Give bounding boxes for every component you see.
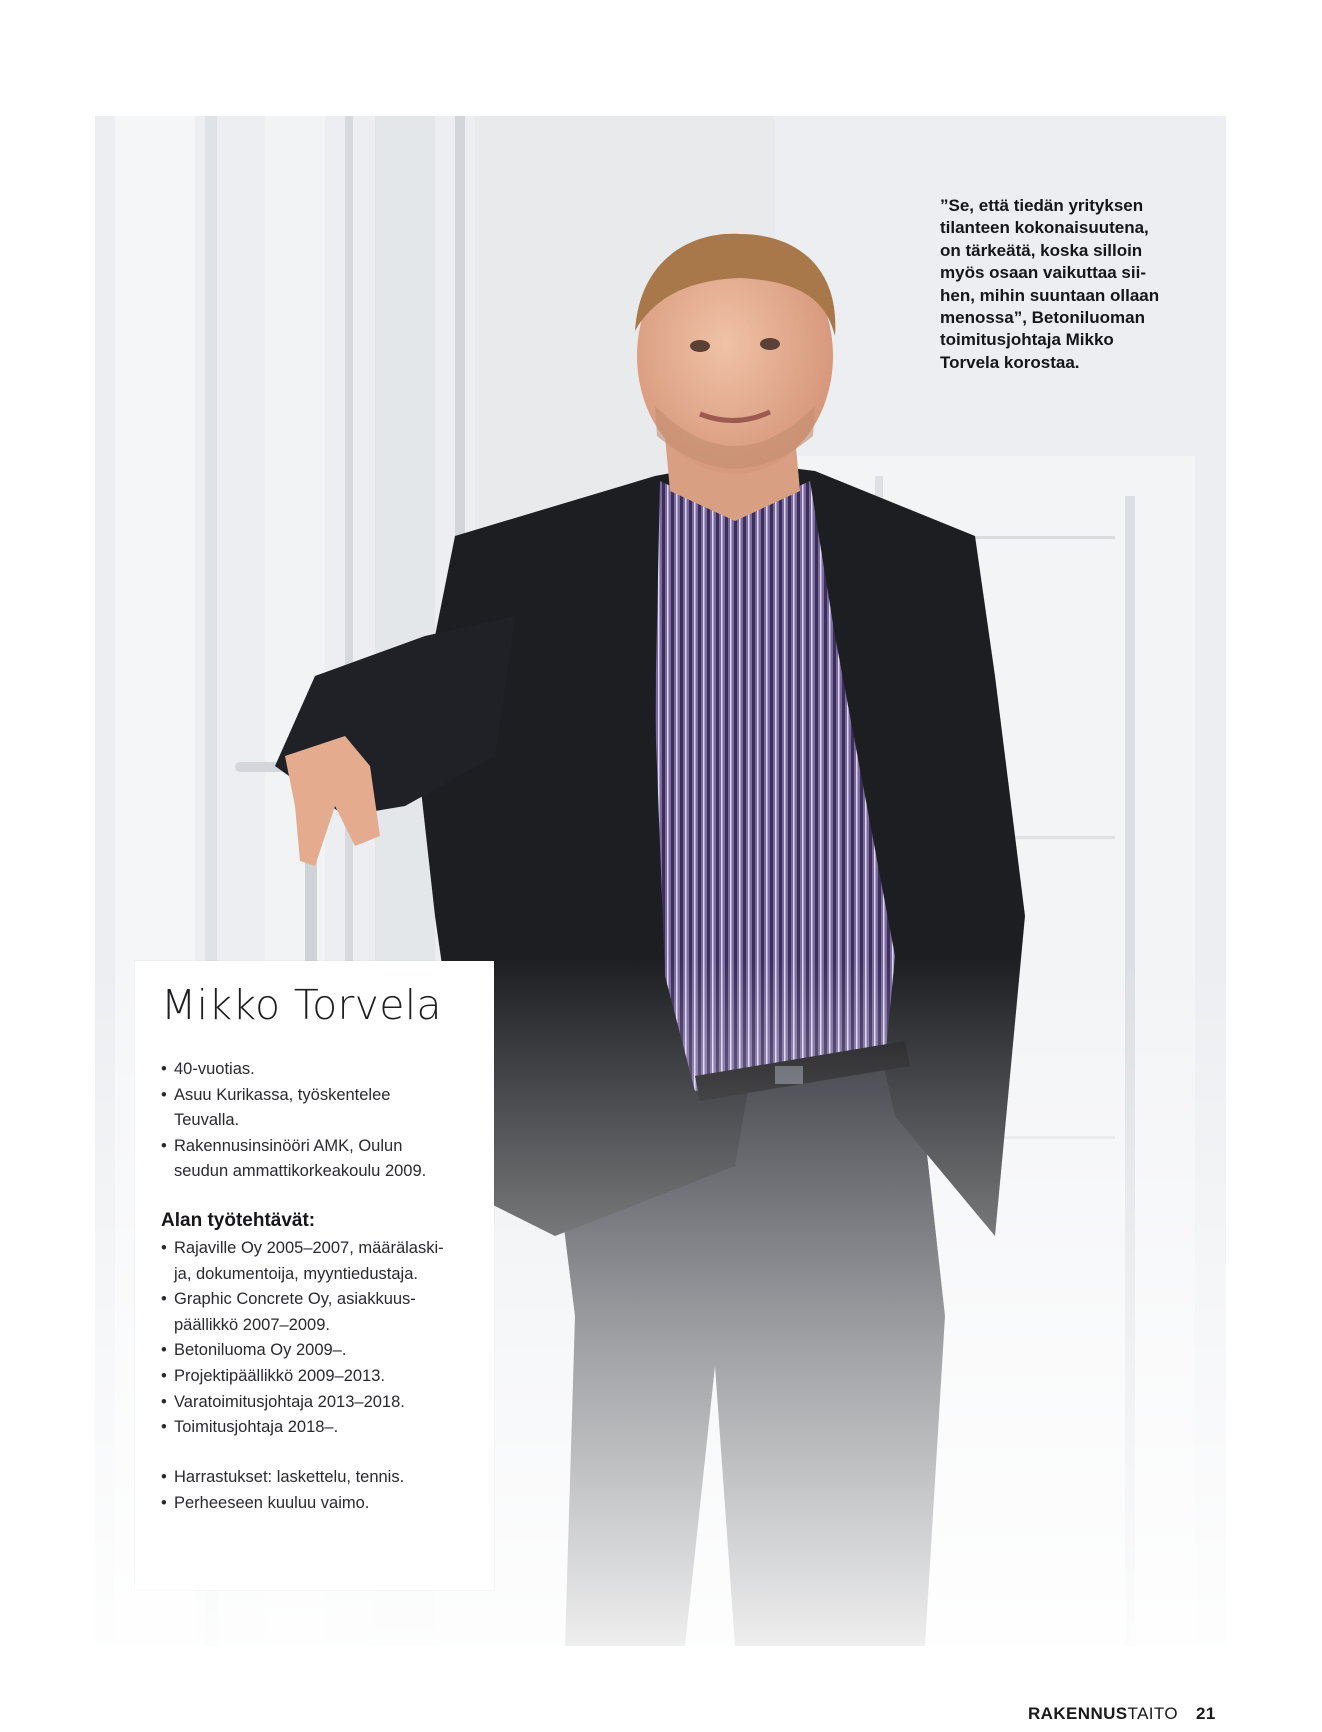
- list-item: [161, 1364, 444, 1390]
- list-item-text: Toimitusjohtaja 2018–.: [174, 1418, 339, 1437]
- career-list: [161, 1236, 444, 1441]
- list-item-text: Varatoimitusjohtaja 2013–2018.: [174, 1392, 405, 1411]
- quote-line: toimitusjohtaja Mikko: [940, 330, 1114, 350]
- quote-line: menossa”, Betoniluoman: [940, 308, 1145, 328]
- list-item-text: Harrastukset: laskettelu, tennis.: [174, 1468, 405, 1486]
- magazine-name-light: TAITO: [1127, 1704, 1179, 1723]
- list-item-text: Perheeseen kuuluu vaimo.: [174, 1493, 370, 1512]
- list-item-continuation: ja, dokumentoija, myyntiedustaja.: [174, 1264, 418, 1283]
- magazine-name-bold: RAKENNUS: [1028, 1704, 1128, 1723]
- facts-list: [161, 1057, 426, 1185]
- list-item-text: Betoniluoma Oy 2009–.: [174, 1341, 347, 1360]
- bullet: •: [161, 1392, 167, 1411]
- list-item-continuation: seudun ammattikorkeakoulu 2009.: [174, 1162, 427, 1181]
- bio-box: [135, 961, 494, 1590]
- bullet: •: [161, 1493, 167, 1512]
- bullet: •: [161, 1290, 167, 1309]
- bullet: •: [161, 1085, 167, 1104]
- list-item: [161, 1465, 404, 1491]
- bullet: •: [161, 1136, 167, 1155]
- list-item-text: Asuu Kurikassa, työskentelee: [174, 1085, 391, 1104]
- list-item-continuation: päällikkö 2007–2009.: [174, 1315, 330, 1334]
- list-item: [161, 1057, 426, 1083]
- list-item: [161, 1390, 444, 1416]
- quote-line: hen, mihin suuntaan ollaan: [940, 285, 1160, 305]
- list-item-text: Graphic Concrete Oy, asiakkuus-: [174, 1290, 416, 1309]
- pull-quote: [940, 195, 1190, 374]
- list-item-text: Projektipäällikkö 2009–2013.: [174, 1366, 385, 1385]
- list-item-text: 40-vuotias.: [174, 1060, 255, 1078]
- list-item: [161, 1491, 404, 1517]
- personal-list: [161, 1465, 404, 1516]
- bullet: •: [161, 1366, 167, 1385]
- page-number: 21: [1196, 1704, 1216, 1723]
- bullet: •: [161, 1239, 167, 1257]
- page-footer: [1028, 1704, 1216, 1724]
- quote-line: tilanteen kokonaisuutena,: [940, 218, 1149, 238]
- bullet: •: [161, 1341, 167, 1360]
- list-item: [161, 1287, 444, 1313]
- bullet: •: [161, 1468, 167, 1486]
- bullet: •: [161, 1060, 167, 1078]
- quote-line: Torvela korostaa.: [940, 352, 1080, 372]
- quote-line: myös osaan vaikuttaa sii-: [940, 263, 1146, 283]
- list-item-text: Rakennusinsinööri AMK, Oulun: [174, 1136, 403, 1155]
- career-heading: Alan työtehtävät:: [161, 1210, 316, 1231]
- bullet: •: [161, 1418, 167, 1437]
- person-name: Mikko Torvela: [161, 981, 442, 1029]
- quote-line: on tärkeätä, koska silloin: [940, 240, 1143, 260]
- list-item: [161, 1236, 444, 1262]
- list-item: [161, 1083, 426, 1109]
- list-item: [161, 1415, 444, 1441]
- list-item-continuation: Teuvalla.: [174, 1111, 240, 1130]
- quote-line: ”Se, että tiedän yrityksen: [940, 196, 1144, 215]
- list-item: [161, 1338, 444, 1364]
- list-item: [161, 1134, 426, 1160]
- list-item-text: Rajaville Oy 2005–2007, määrälaski-: [174, 1239, 444, 1257]
